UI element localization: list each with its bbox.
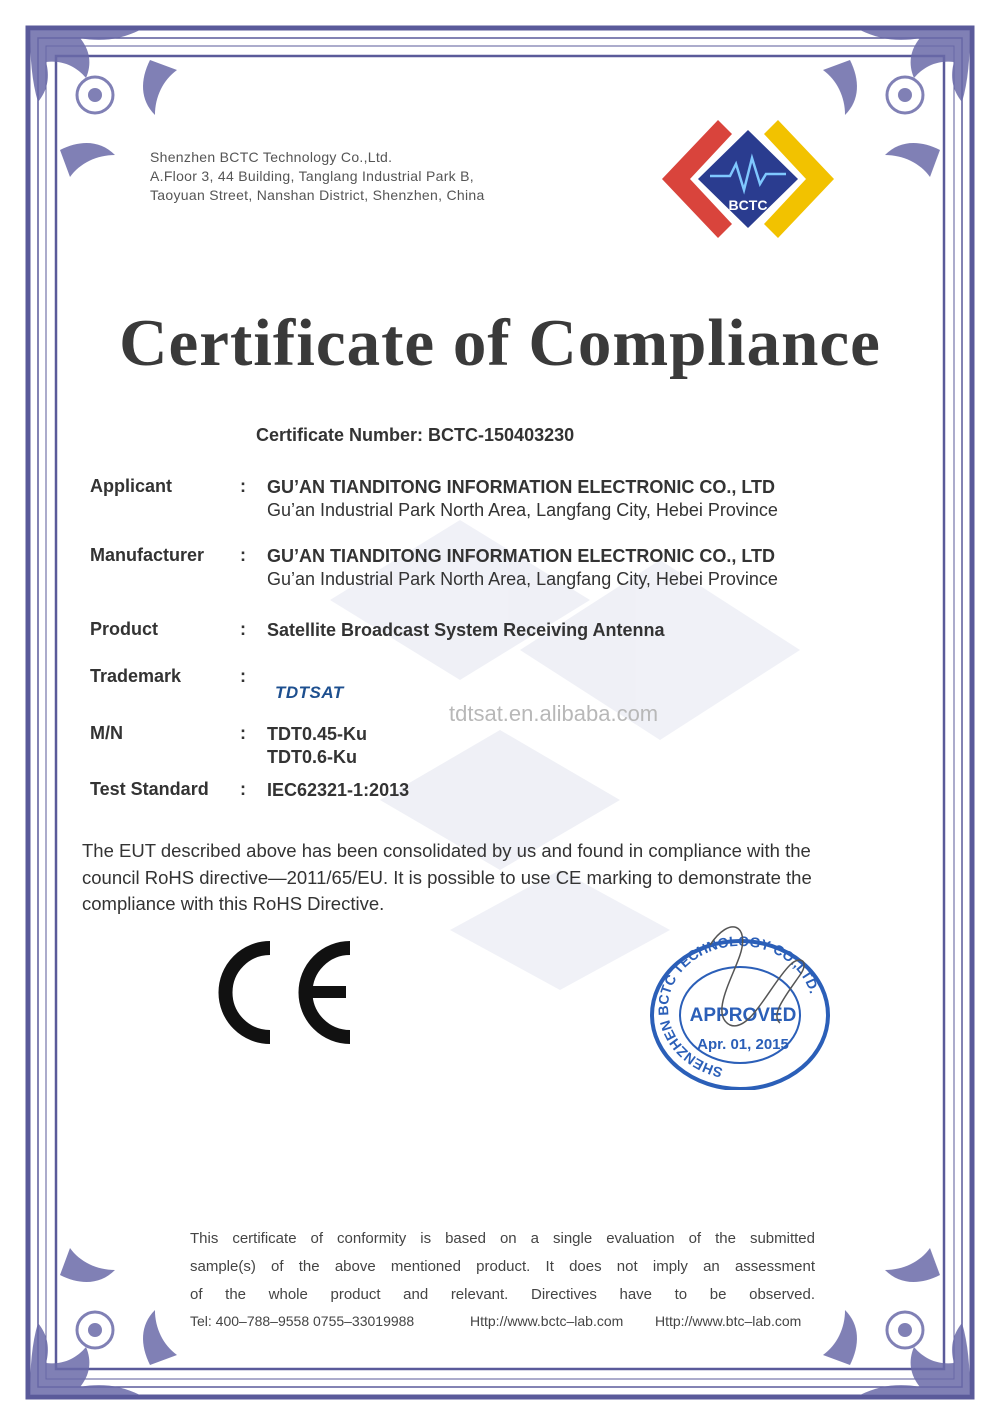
model-colon: : (240, 723, 246, 743)
issuer-address-line1: A.Floor 3, 44 Building, Tanglang Industrial Park B, (150, 168, 474, 184)
footer-line1: This certificate of conformity is based on a single evaluation of the submitted (190, 1230, 815, 1247)
model-value-1: TDT0.45-Ku (267, 724, 368, 744)
applicant-address: Gu’an Industrial Park North Area, Langfang City, Hebei Province (267, 500, 778, 520)
issuer-block (150, 148, 485, 205)
statement-line3: compliance with this RoHS Directive. (82, 893, 385, 914)
trademark-logo: TDTSAT (275, 683, 344, 702)
bctc-logo (660, 118, 836, 240)
certificate-number: Certificate Number: BCTC-150403230 (256, 425, 575, 445)
footer-line2: sample(s) of the above mentioned product. It does not imply an assessment (190, 1258, 815, 1275)
approval-stamp (640, 915, 840, 1090)
manufacturer-name: GU’AN TIANDITONG INFORMATION ELECTRONIC CO., LTD (267, 546, 775, 566)
stamp-status: APPROVED (689, 1005, 797, 1026)
product-label: Product (90, 619, 159, 639)
trademark-colon: : (240, 666, 246, 686)
standard-value: IEC62321-1:2013 (267, 780, 410, 800)
trademark-label: Trademark (90, 666, 182, 686)
model-label: M/N (90, 723, 123, 743)
page-title: Certificate of Compliance (119, 306, 881, 380)
applicant-value (267, 476, 778, 522)
manufacturer-value (267, 545, 778, 591)
compliance-statement (82, 838, 887, 918)
statement-line2: council RoHS directive—2011/65/EU. It is possible to use CE marking to demonstrate the (82, 866, 812, 888)
manufacturer-label: Manufacturer (90, 545, 205, 565)
ce-mark-icon (212, 940, 357, 1045)
stamp-ring-text: SHENZHEN BCTC TECHNOLOGY CO.,LTD. (654, 932, 823, 1081)
manufacturer-colon: : (240, 545, 246, 565)
model-value-2: TDT0.6-Ku (267, 747, 357, 767)
footer-url1[interactable]: Http://www.bctc–lab.com (470, 1313, 624, 1329)
bctc-logo-text: BCTC (728, 197, 768, 213)
applicant-colon: : (240, 476, 246, 496)
statement-line1: The EUT described above has been consolidated by us and found in compliance with the (82, 840, 811, 861)
watermark-text: tdtsat.en.alibaba.com (449, 701, 659, 726)
standard-colon: : (240, 779, 246, 799)
issuer-name: Shenzhen BCTC Technology Co.,Ltd. (150, 149, 393, 165)
model-value (267, 723, 367, 769)
footer-tel: Tel: 400–788–9558 0755–33019988 (190, 1313, 415, 1329)
footer-disclaimer (190, 1225, 815, 1309)
product-value: Satellite Broadcast System Receiving Antenna (267, 620, 665, 640)
applicant-label: Applicant (90, 476, 173, 496)
applicant-name: GU’AN TIANDITONG INFORMATION ELECTRONIC CO., LTD (267, 477, 775, 497)
standard-label: Test Standard (90, 779, 209, 799)
footer-line3: of the whole product and relevant. Directives have to be observed. (190, 1286, 815, 1303)
issuer-address-line2: Taoyuan Street, Nanshan District, Shenzhen, China (150, 187, 485, 203)
stamp-date: Apr. 01, 2015 (697, 1036, 789, 1053)
manufacturer-address: Gu’an Industrial Park North Area, Langfang City, Hebei Province (267, 569, 778, 589)
footer-url2[interactable]: Http://www.btc–lab.com (655, 1313, 802, 1329)
product-colon: : (240, 619, 246, 639)
